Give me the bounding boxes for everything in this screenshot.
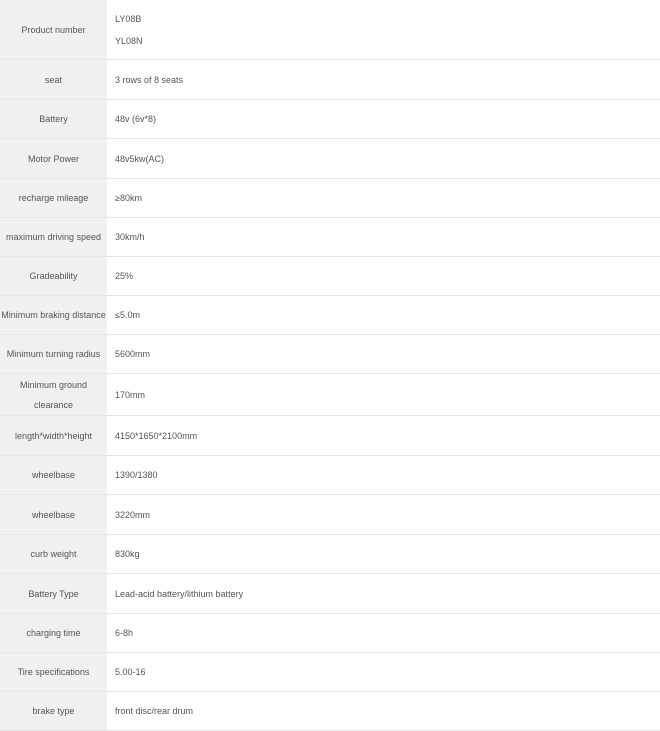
spec-row	[0, 574, 660, 614]
spec-label-cell	[0, 179, 107, 217]
spec-value-cell	[107, 296, 660, 334]
spec-row	[0, 535, 660, 574]
spec-value: 5600mm	[115, 349, 151, 359]
spec-label: length*width*height	[14, 430, 93, 441]
spec-row	[0, 100, 660, 139]
spec-row	[0, 257, 660, 296]
spec-label-cell	[0, 296, 107, 334]
spec-value-cell	[107, 139, 660, 178]
spec-label-cell	[0, 139, 107, 178]
spec-row	[0, 456, 660, 495]
spec-value-cell	[107, 179, 660, 217]
spec-value: 48v5kw(AC)	[115, 153, 165, 164]
spec-value: 5.00-16	[115, 667, 146, 677]
spec-value: 25%	[115, 271, 134, 281]
spec-row	[0, 416, 660, 456]
spec-label-cell	[0, 456, 107, 494]
spec-label: Motor Power	[27, 153, 80, 164]
spec-value-cell	[107, 495, 660, 534]
spec-label-cell	[0, 495, 107, 534]
spec-label-cell	[0, 535, 107, 573]
spec-label: wheelbase	[31, 470, 76, 480]
spec-row	[0, 60, 660, 100]
spec-label-cell	[0, 692, 107, 730]
spec-label-cell	[0, 653, 107, 691]
spec-value-cell	[107, 335, 660, 373]
spec-value: Lead-acid battery/lithium battery	[115, 588, 244, 599]
spec-value: 3 rows of 8 seats	[115, 74, 184, 85]
spec-label: Minimum ground clearance	[19, 379, 88, 410]
spec-label: wheelbase	[31, 509, 76, 520]
spec-label-cell	[0, 374, 107, 415]
spec-value: 48v (6v*8)	[115, 114, 157, 124]
spec-value-cell	[107, 60, 660, 99]
spec-label: Battery Type	[28, 588, 79, 599]
spec-row	[0, 495, 660, 535]
spec-value: ≤5.0m	[115, 310, 140, 320]
spec-label-cell	[0, 100, 107, 138]
spec-value: ≥80km	[115, 193, 142, 203]
spec-value: 1390/1380	[115, 470, 158, 480]
spec-label: Minimum braking distance	[1, 310, 106, 320]
spec-value-cell	[107, 456, 660, 494]
spec-row	[0, 374, 660, 416]
spec-label: seat	[44, 74, 62, 85]
spec-label: charging time	[26, 628, 81, 638]
spec-row	[0, 692, 660, 731]
spec-label-cell	[0, 218, 107, 256]
spec-row	[0, 653, 660, 692]
spec-value: 170mm	[115, 389, 146, 400]
spec-label-cell	[0, 335, 107, 373]
spec-label-cell	[0, 257, 107, 295]
spec-value-cell	[107, 574, 660, 613]
spec-value-cell	[107, 535, 660, 573]
spec-value: 30km/h	[115, 232, 145, 242]
spec-value: 4150*1650*2100mm	[115, 430, 198, 441]
spec-value: 830kg	[115, 549, 140, 559]
spec-label-cell	[0, 60, 107, 99]
spec-label-cell	[0, 0, 107, 59]
spec-label: curb weight	[30, 549, 77, 559]
spec-value: YL08N	[115, 35, 143, 46]
spec-value: LY08B	[115, 13, 142, 24]
spec-value: 3220mm	[115, 509, 151, 520]
spec-value-cell	[107, 0, 660, 59]
spec-value: 6-8h	[115, 628, 134, 638]
spec-value-cell	[107, 416, 660, 455]
spec-row	[0, 335, 660, 374]
spec-label: Tire specifications	[17, 667, 90, 677]
spec-row	[0, 218, 660, 257]
spec-label: recharge mileage	[18, 193, 89, 203]
spec-label-cell	[0, 614, 107, 652]
spec-label: brake type	[32, 706, 75, 716]
spec-label-cell	[0, 574, 107, 613]
spec-value-cell	[107, 692, 660, 730]
spec-label: Gradeability	[29, 271, 78, 281]
spec-label: Product number	[21, 24, 86, 35]
spec-value-cell	[107, 257, 660, 295]
spec-value-cell	[107, 100, 660, 138]
spec-value: front disc/rear drum	[115, 706, 194, 716]
spec-value-cell	[107, 614, 660, 652]
spec-label-cell	[0, 416, 107, 455]
spec-row	[0, 614, 660, 653]
spec-row	[0, 0, 660, 60]
spec-value-cell	[107, 653, 660, 691]
spec-value-cell	[107, 374, 660, 415]
spec-row	[0, 296, 660, 335]
spec-label: Minimum turning radius	[6, 349, 101, 359]
spec-value-cell	[107, 218, 660, 256]
spec-label: Battery	[39, 114, 68, 124]
spec-row	[0, 179, 660, 218]
spec-label: maximum driving speed	[5, 232, 102, 242]
spec-row	[0, 139, 660, 179]
